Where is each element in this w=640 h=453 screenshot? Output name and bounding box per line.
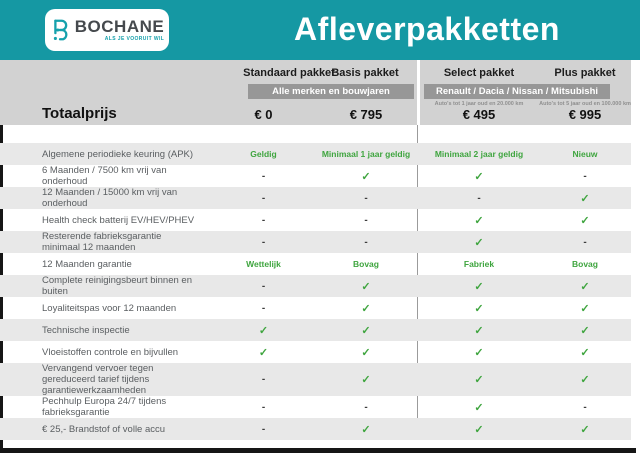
check-icon: ✓ [361, 280, 371, 293]
dash-value: - [261, 423, 266, 435]
row-label: Loyaliteitspas voor 12 maanden [42, 302, 177, 314]
row-label: Vervangend vervoer tegen gereduceerd tarief tijdens garantiewerkzaamheden [42, 363, 154, 396]
check-icon: ✓ [580, 214, 590, 227]
text-value: Wettelijk [246, 259, 281, 269]
table-row [0, 231, 631, 253]
check-icon: ✓ [361, 374, 371, 386]
bottom-edge-bar [0, 448, 636, 453]
select-pakket-note: Auto's tot 1 jaar oud en 20.000 km [434, 101, 524, 107]
dash-value: - [261, 280, 266, 292]
row-label: € 25,- Brandstof of volle accu [42, 423, 166, 435]
bochane-logo [45, 9, 169, 51]
check-icon: ✓ [361, 423, 371, 436]
table-row [0, 253, 631, 275]
bochane-logo-icon [50, 17, 70, 43]
dash-value: - [583, 170, 587, 182]
dash-value: - [261, 192, 266, 204]
table-row [0, 297, 631, 319]
dash-value: - [364, 214, 368, 226]
check-icon: ✓ [361, 346, 371, 359]
package-header-band [0, 60, 631, 125]
feature-table [0, 125, 631, 453]
text-value: Nieuw [572, 149, 598, 159]
check-icon: ✓ [580, 302, 590, 315]
check-icon: ✓ [474, 236, 484, 249]
row-label: Algemene periodieke keuring (APK) [42, 148, 194, 160]
table-row [0, 165, 631, 187]
check-icon: ✓ [474, 374, 484, 386]
total-price-label: Totaalprijs [42, 105, 117, 122]
check-icon: ✓ [580, 280, 590, 293]
dash-value: - [261, 401, 266, 413]
column-header-select-pakket: Select pakket [443, 67, 515, 79]
table-rows [0, 125, 631, 440]
dash-value: - [261, 170, 266, 182]
text-value: Bovag [353, 259, 379, 269]
column-header-standaard-pakket: Standaard pakket [243, 67, 335, 79]
text-value: Minimaal 2 jaar geldig [434, 149, 524, 159]
dash-value: - [261, 236, 266, 248]
dash-value: - [364, 192, 368, 204]
text-value: Fabriek [463, 259, 495, 269]
price-select: € 495 [462, 107, 496, 122]
price-plus: € 995 [568, 107, 602, 122]
table-row [0, 187, 631, 209]
dash-value: - [261, 374, 266, 385]
table-row [0, 209, 631, 231]
brand-name: BOCHANE [74, 17, 165, 36]
row-label: Health check batterij EV/HEV/PHEV [42, 214, 195, 226]
check-icon: ✓ [474, 280, 484, 293]
dash-value: - [477, 192, 481, 204]
dash-value: - [261, 214, 266, 226]
row-label: Resterende fabrieksgarantie minimaal 12 maanden [42, 231, 162, 253]
check-icon: ✓ [258, 346, 269, 359]
check-icon: ✓ [474, 214, 484, 227]
plus-pakket-note: Auto's tot 5 jaar oud en 100.000 km [539, 101, 631, 107]
check-icon: ✓ [361, 302, 371, 315]
dash-value: - [261, 302, 266, 314]
table-row [0, 341, 631, 363]
check-icon: ✓ [474, 423, 484, 436]
row-label: 6 Maanden / 7500 km vrij van onderhoud [42, 165, 167, 187]
check-icon: ✓ [580, 423, 590, 436]
check-icon: ✓ [474, 346, 484, 359]
column-header-basis-pakket: Basis pakket [331, 67, 399, 79]
table-row [0, 418, 631, 440]
brand-tagline: ALS JE VOORUIT WIL [104, 36, 165, 42]
row-label: Technische inspectie [42, 324, 130, 336]
group-divider-gap [417, 60, 420, 125]
check-icon: ✓ [580, 374, 590, 386]
check-icon: ✓ [580, 324, 590, 337]
dash-value: - [583, 236, 587, 248]
text-value: Bovag [572, 259, 598, 269]
table-row [0, 396, 631, 418]
header-bar [0, 0, 640, 60]
text-value: Geldig [250, 149, 277, 159]
group-subtitle-alle-merken: Alle merken en bouwjaren [248, 84, 414, 99]
group-subtitle-merken: Renault / Dacia / Nissan / Mitsubishi [424, 84, 610, 99]
check-icon: ✓ [474, 401, 484, 414]
text-value: Minimaal 1 jaar geldig [321, 149, 411, 159]
row-label: Complete reinigingsbeurt binnen en buiten [42, 275, 192, 297]
table-row [0, 363, 631, 396]
row-label: 12 Maanden garantie [42, 258, 132, 270]
dash-value: - [364, 236, 368, 248]
check-icon: ✓ [580, 192, 590, 205]
check-icon: ✓ [361, 324, 371, 337]
price-standaard: € 0 [254, 107, 273, 122]
check-icon: ✓ [361, 170, 371, 183]
row-label: Vloeistoffen controle en bijvullen [42, 346, 179, 358]
table-row [0, 275, 631, 297]
row-label: 12 Maanden / 15000 km vrij van onderhoud [42, 187, 178, 209]
check-icon: ✓ [258, 324, 269, 337]
check-icon: ✓ [580, 346, 590, 359]
check-icon: ✓ [474, 324, 484, 337]
column-header-plus-pakket: Plus pakket [554, 67, 616, 79]
row-label: Pechhulp Europa 24/7 tijdens fabrieksgarantie [42, 396, 167, 418]
price-basis: € 795 [349, 107, 383, 122]
check-icon: ✓ [474, 302, 484, 315]
table-row [0, 143, 631, 165]
table-row [0, 319, 631, 341]
check-icon: ✓ [474, 170, 484, 183]
dash-value: - [583, 401, 587, 413]
dash-value: - [364, 401, 368, 413]
page-title: Afleverpakketten [294, 11, 560, 47]
